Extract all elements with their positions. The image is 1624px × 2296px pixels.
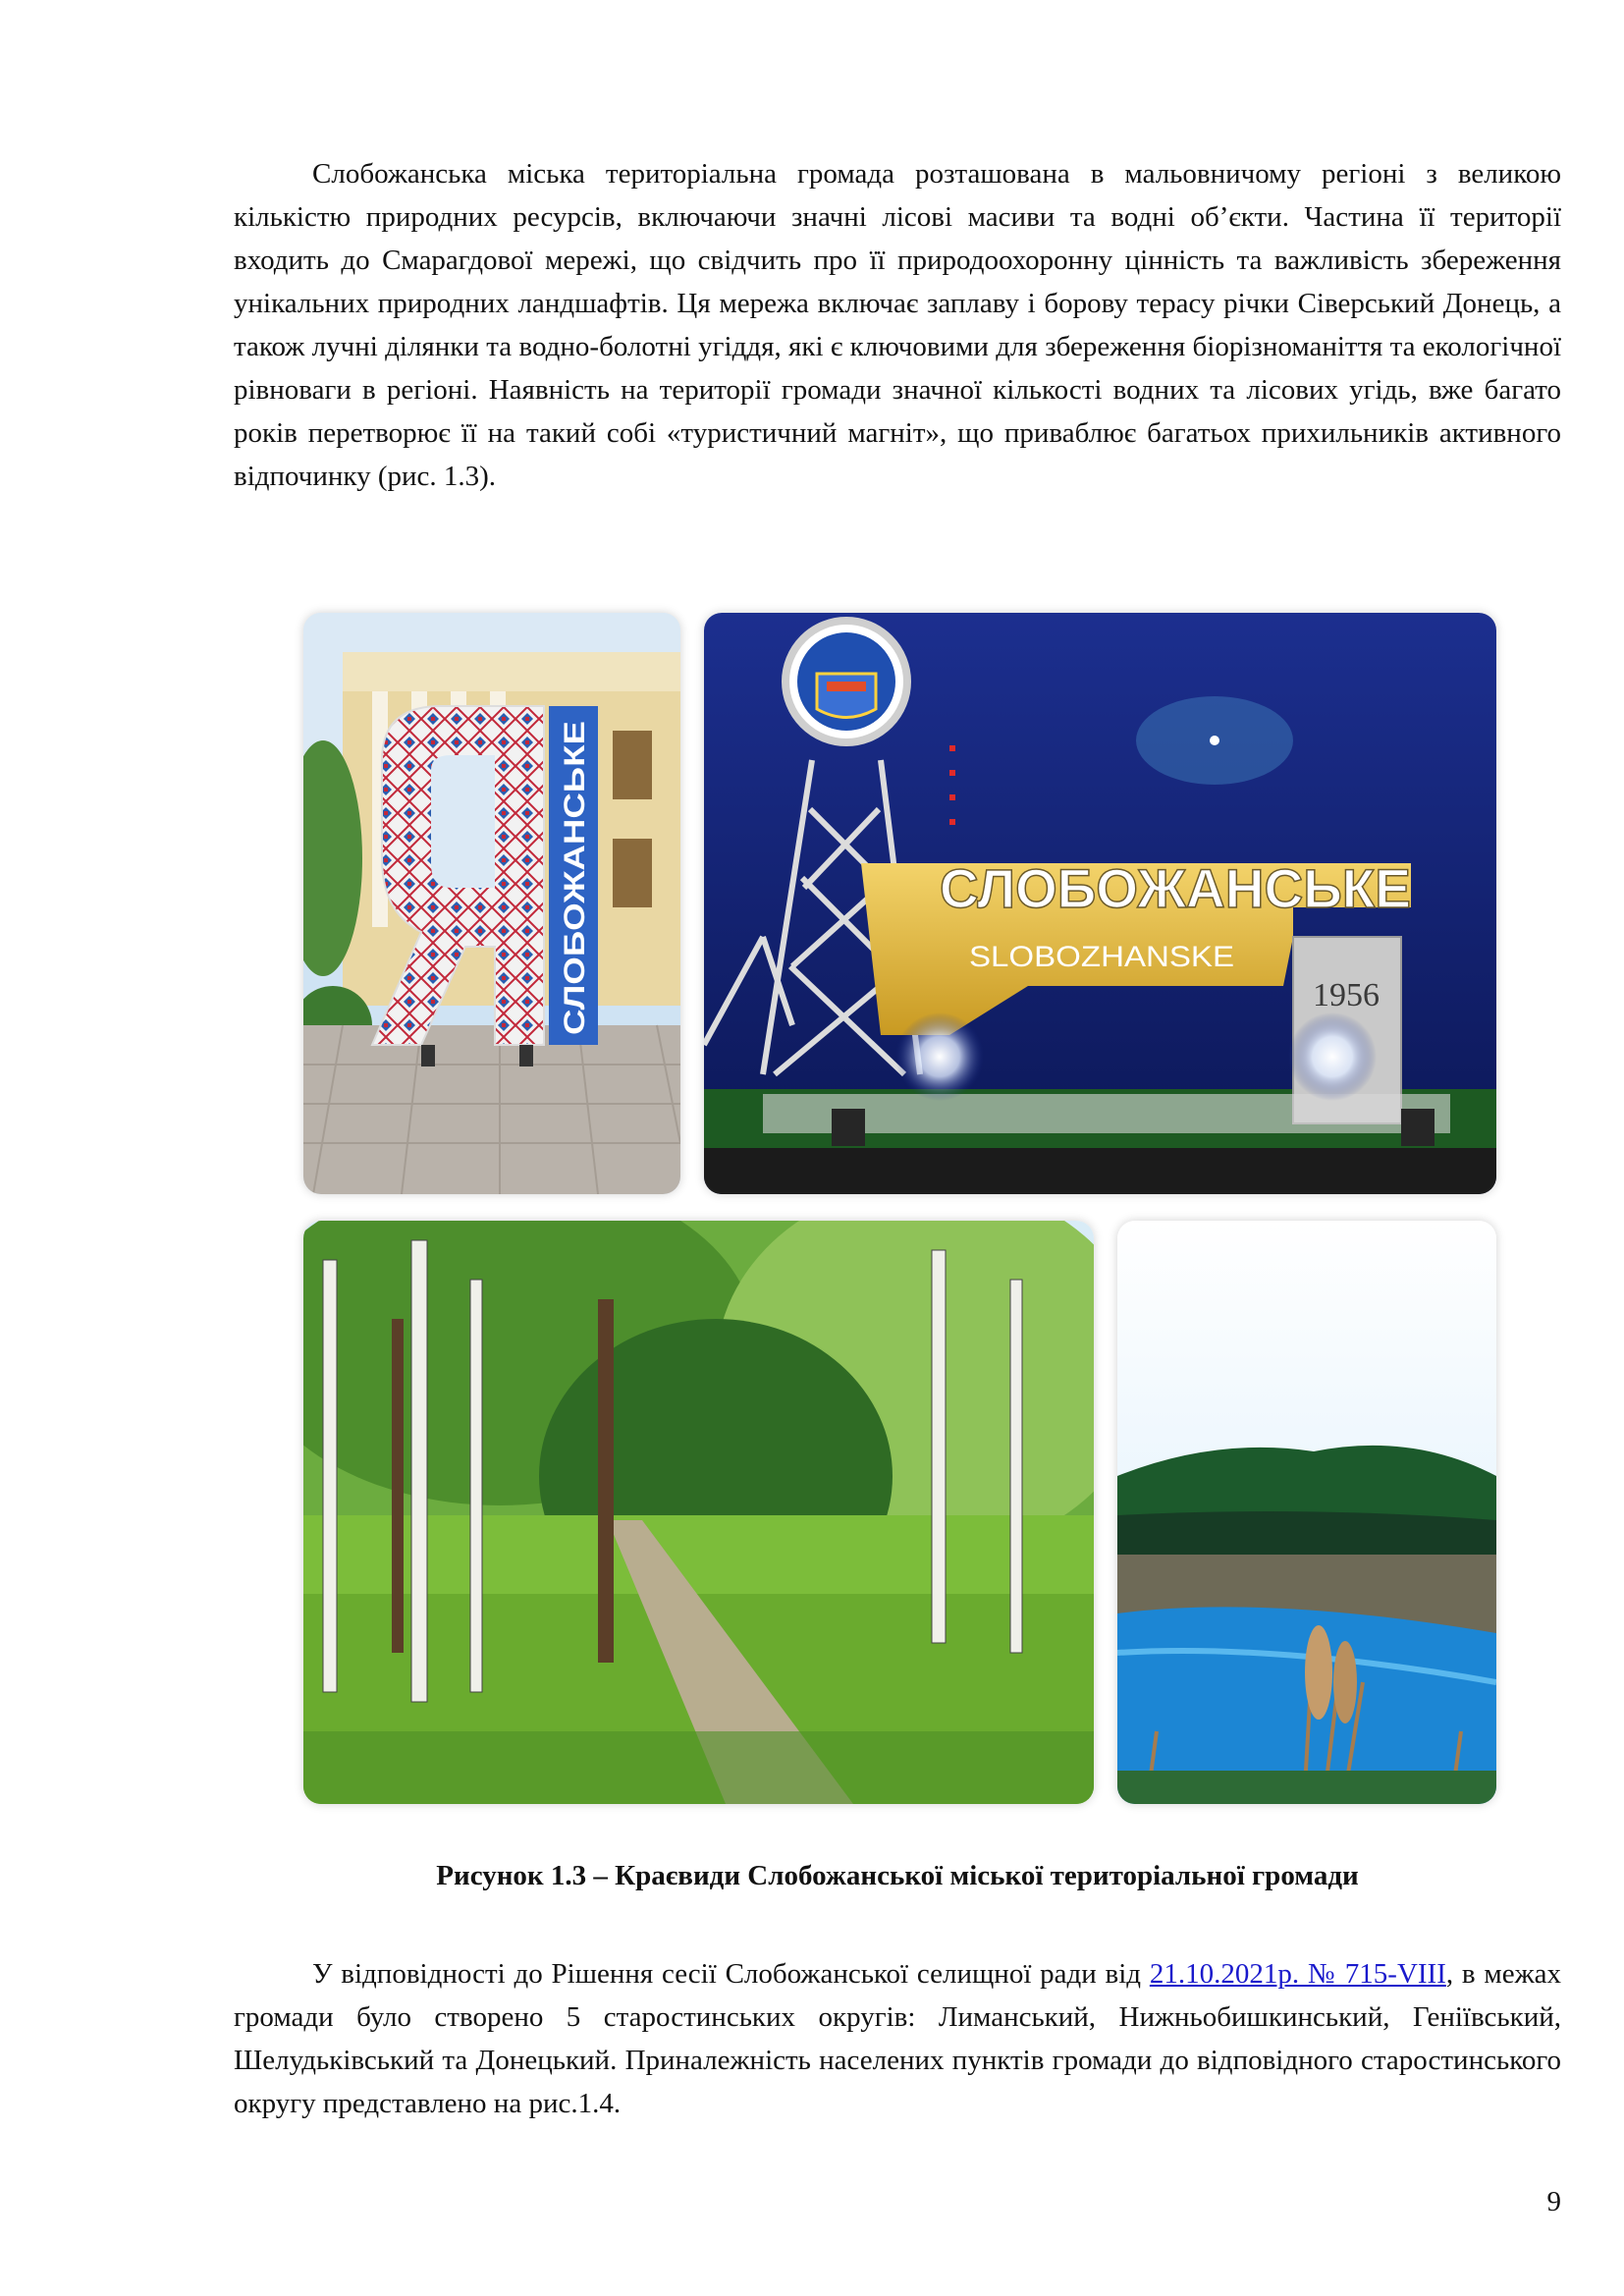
- figure-caption: Рисунок 1.3 – Краєвиди Слобожанської міської територіальної громади: [436, 1860, 1359, 1891]
- ya-sign-text: СЛОБОЖАНСЬКЕ: [559, 778, 591, 1035]
- photo-ya-sign: [303, 613, 680, 1194]
- stela-latin: SLOBOZHANSKE: [969, 941, 1234, 973]
- photo-night-stela: [704, 613, 1496, 1194]
- paragraph2-rest: , в межах громади було створено 5 старостинських округів: Лиманський, Нижньобишкинський, Геніївський, Шелудьківський та Донецький. Приналежність населених пунктів громади до відповідного старостинського округу представлено на рис.1.4.: [234, 1958, 1561, 2119]
- photo-park-alley: [303, 1221, 1094, 1804]
- decision-link[interactable]: 21.10.2021р. № 715-VIII: [1149, 1958, 1446, 1990]
- page-number: 9: [1546, 2186, 1561, 2217]
- paragraph2-intro: У відповідності до Рішення сесії Слобожанської селищної ради від: [312, 1958, 1150, 1990]
- stela-year: 1956: [1313, 977, 1380, 1013]
- intro-paragraph: Слобожанська міська територіальна громада розташована в мальовничому регіоні з великою кількістю природних ресурсів, включаючи значні лісові масиви та водні об’єкти. Частина її території входить до Смарагдової мережі, що свідчить про її природоохоронну цінність та важливість збереження унікальних природних ландшафтів. Ця мережа включає заплаву і борову терасу річки Сіверський Донець, а також лучні ділянки та водно-болотні угіддя, які є ключовими для збереження біорізноманіття та екологічної рівноваги в регіоні. Наявність на території громади значної кількості водних та лісових угідь, вже багато років перетворює її на такий собі «туристичний магніт», що приваблює багатьох прихильників активного відпочинку (рис. 1.3).: [234, 158, 1561, 492]
- photo-river-reeds: [1117, 1221, 1496, 1804]
- stela-title: СЛОБОЖАНСЬКЕ: [940, 857, 1411, 919]
- districts-paragraph: [234, 1952, 1561, 2125]
